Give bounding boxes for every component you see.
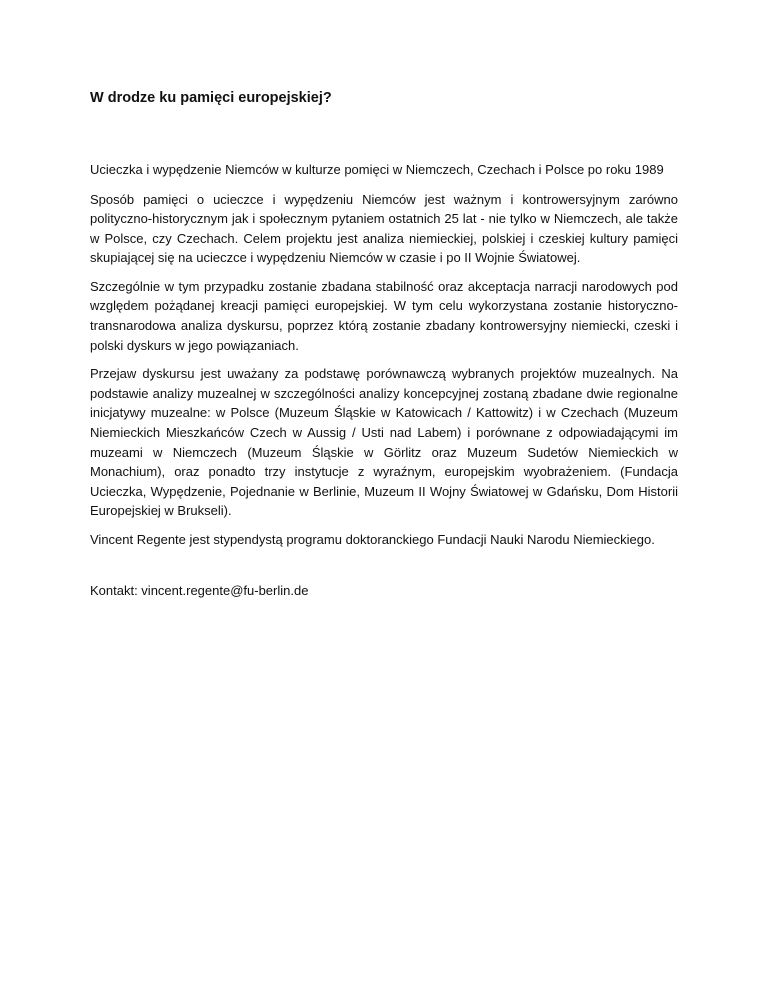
- document-subtitle: Ucieczka i wypędzenie Niemców w kulturze pomięci w Niemczech, Czechach i Polsce po roku 1989: [90, 162, 664, 177]
- paragraph-1: Sposób pamięci o ucieczce i wypędzeniu Niemców jest ważnym i kontrowersyjnym zarówno polityczno-historycznym jak i społecznym pytaniem ostatnich 25 lat - nie tylko w Niemczech, ale także w Polsce, czy Czechach. Celem projektu jest analiza niemieckiej, polskiej i czeskiej kultury pamięci skupiającej się na ucieczce i wypędzeniu Niemców w czasie i po II Wojnie Światowej.: [90, 191, 678, 266]
- document-content: [90, 88, 678, 600]
- paragraph-2: Szczególnie w tym przypadku zostanie zbadana stabilność oraz akceptacja narracji narodowych pod względem pożądanej kreacji pamięci europejskiej. W tym celu wykorzystana zostanie historyczno-transnarodowa analiza dyskursu, poprzez którą zostanie zbadany kontrowersyjny niemiecki, czeski i polski dyskurs w jego powiązaniach.: [90, 278, 678, 353]
- document-title: W drodze ku pamięci europejskiej?: [90, 90, 332, 106]
- paragraph-3: Przejaw dyskursu jest uważany za podstawę porównawczą wybranych projektów muzealnych. Na podstawie analizy muzealnej w szczególności analizy koncepcyjnej zostaną zbadane dwie regionalne inicjatywy muzealne: w Polsce (Muzeum Śląskie w Katowicach / Kattowitz) i w Czechach (Muzeum Niemieckich Mieszkańców Czech w Aussig / Usti nad Labem) i porównane z odpowiadającymi im muzeami w Niemczech (Muzeum Śląskie w Görlitz oraz Muzeum Sudetów Niemieckich w Monachium), oraz ponadto trzy instytucje z wyraźnym, europejskim wyobrażeniem. (Fundacja Ucieczka, Wypędzenie, Pojednanie w Berlinie, Muzeum II Wojny Światowej w Gdańsku, Dom Historii Europejskiej w Brukseli).: [90, 366, 678, 519]
- contact-line: Kontakt: vincent.regente@fu-berlin.de: [90, 582, 309, 598]
- paragraph-4: Vincent Regente jest stypendystą programu doktoranckiego Fundacji Nauki Narodu Niemieckiego.: [90, 532, 655, 547]
